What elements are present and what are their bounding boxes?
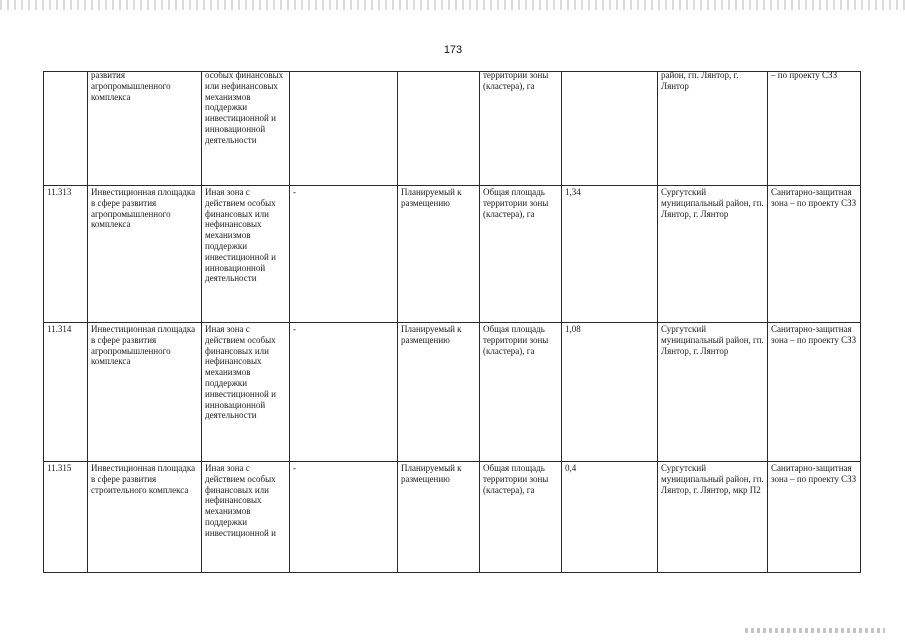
zone-type-cell: особых финансовых или нефинансовых механизмов поддержки инвестиционной и инновационной деятельности (202, 72, 290, 186)
row-number-cell: 11.313 (44, 186, 88, 323)
location-cell: Сургутский муниципальный район, гп. Лянтор, г. Лянтор (658, 186, 768, 323)
parameter-cell: Общая площадь территории зоны (кластера), га (480, 462, 562, 573)
parameter-cell: Общая площадь территории зоны (кластера), га (480, 186, 562, 323)
column-4-cell: - (290, 323, 398, 462)
column-4-cell (290, 72, 398, 186)
zone-name-cell: Инвестиционная площадка в сфере развития агропромышленного комплекса (88, 186, 202, 323)
protection-zone-cell: Санитарно-защитная зона – по проекту СЗЗ (768, 323, 861, 462)
table-row (44, 72, 861, 186)
protection-zone-cell: Санитарно-защитная зона – по проекту СЗЗ (768, 462, 861, 573)
status-cell (398, 72, 480, 186)
zone-name-cell: развития агропромышленного комплекса (88, 72, 202, 186)
column-4-cell: - (290, 462, 398, 573)
parameter-cell: территории зоны (кластера), га (480, 72, 562, 186)
status-cell: Планируемый к размещению (398, 323, 480, 462)
protection-zone-cell: Санитарно-защитная зона – по проекту СЗЗ (768, 186, 861, 323)
row-number-cell (44, 72, 88, 186)
protection-zone-cell: – по проекту СЗЗ (768, 72, 861, 186)
status-cell: Планируемый к размещению (398, 462, 480, 573)
zone-type-cell: Иная зона с действием особых финансовых или нефинансовых механизмов поддержки инвестиционной и (202, 462, 290, 573)
scan-edge-noise (0, 0, 905, 10)
value-cell: 1,34 (562, 186, 658, 323)
parameter-cell: Общая площадь территории зоны (кластера), га (480, 323, 562, 462)
row-number-cell: 11.315 (44, 462, 88, 573)
location-cell: Сургутский муниципальный район, гп. Лянтор, г. Лянтор, мкр П2 (658, 462, 768, 573)
location-cell: Сургутский муниципальный район, гп. Лянтор, г. Лянтор (658, 323, 768, 462)
value-cell: 0,4 (562, 462, 658, 573)
column-4-cell: - (290, 186, 398, 323)
status-cell: Планируемый к размещению (398, 186, 480, 323)
table-row (44, 323, 861, 462)
table-row (44, 186, 861, 323)
table-row (44, 462, 861, 573)
location-cell: район, гп. Лянтор, г. Лянтор (658, 72, 768, 186)
value-cell (562, 72, 658, 186)
value-cell: 1,08 (562, 323, 658, 462)
zone-type-cell: Иная зона с действием особых финансовых или нефинансовых механизмов поддержки инвестиционной и инновационной деятельности (202, 186, 290, 323)
scan-edge-noise (745, 628, 885, 633)
zone-type-cell: Иная зона с действием особых финансовых или нефинансовых механизмов поддержки инвестиционной и инновационной деятельности (202, 323, 290, 462)
page-number: 173 (443, 44, 463, 56)
zone-name-cell: Инвестиционная площадка в сфере развития агропромышленного комплекса (88, 323, 202, 462)
zone-name-cell: Инвестиционная площадка в сфере развития строительного комплекса (88, 462, 202, 573)
zones-table (43, 71, 861, 573)
row-number-cell: 11.314 (44, 323, 88, 462)
